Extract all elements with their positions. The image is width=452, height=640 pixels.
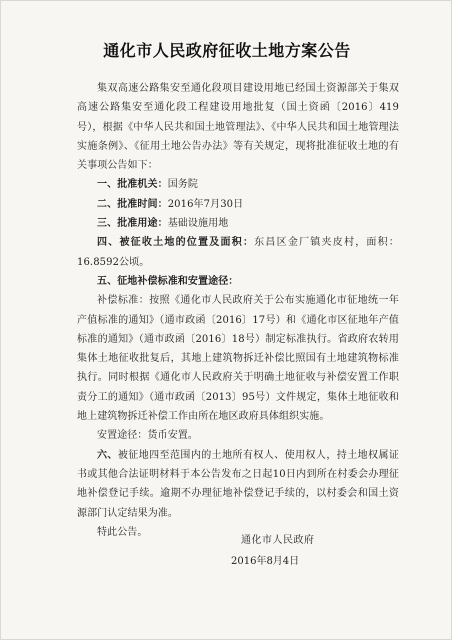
closing-text: 特此公告。 [97, 526, 148, 538]
resettlement-paragraph: 安置途径：货币安置。 [97, 430, 198, 442]
section6-paragraph [77, 446, 399, 523]
item-value: 2016年7月30日 [167, 198, 244, 210]
section6-label: 六、 [97, 449, 118, 461]
item-value: 基础设施用地 [167, 218, 229, 230]
page-title: 通化市人民政府征收土地方案公告 [103, 41, 351, 60]
item-value: 国务院 [167, 179, 199, 191]
item-label: 一、批准机关： [97, 179, 168, 191]
section6-text: 被征地四至范围内的土地所有权人、使用权人，持土地权属证书或其他合法证明材料于本公告发布之日起10日内到所在村委会办理征地补偿登记手续。逾期不办理征地补偿登记手续的，以村委会和国土资源部门认定结果为准。 [77, 449, 400, 519]
signature-org: 通化市人民政府 [241, 535, 315, 546]
item-approval-date [77, 195, 399, 214]
notice-body [77, 79, 399, 542]
section5-heading: 五、征地补偿标准和安置途径： [97, 275, 239, 287]
item-approval-purpose [77, 214, 399, 233]
item-label: 四、被征收土地的位置及面积： [97, 237, 255, 249]
compensation-paragraph: 补偿标准：按照《通化市人民政府关于公布实施通化市征地统一年产值标准的通知》（通市政函〔2016〕17号）和《通化市区征地年产值标准的通知》（通市政函〔2016〕18号）制定标准执行。省政府农转用集体土地征收批复后，其地上建筑物拆迁补偿比照国有土地建筑物标准执行。同时根据《通化市人民政府关于明确土地征收与补偿安置工作职责分工的通知》（通市政函〔2013〕95号）文件规定，集体土地征收和地上建筑物拆迁补偿工作由所在地区政府具体组织实施。 [77, 295, 399, 423]
item-label: 二、批准时间： [97, 198, 168, 210]
item-approval-authority [77, 175, 399, 194]
signature-date: 2016年8月4日 [231, 556, 300, 567]
item-label: 三、批准用途： [97, 218, 168, 230]
intro-paragraph: 集双高速公路集安至通化段项目建设用地已经国土资源部关于集双高速公路集安至通化段工程建设用地批复（国土资函〔2016〕419号），根据《中华人民共和国土地管理法》、《中华人民共和国土地管理法实施条例》、《征用土地公告办法》等有关规定，现将批准征收土地的有关事项公告如下： [77, 83, 399, 172]
item-land-location [77, 233, 399, 272]
item-value: 东昌区金厂镇夹皮村，面积：16.8592公顷。 [77, 237, 399, 268]
